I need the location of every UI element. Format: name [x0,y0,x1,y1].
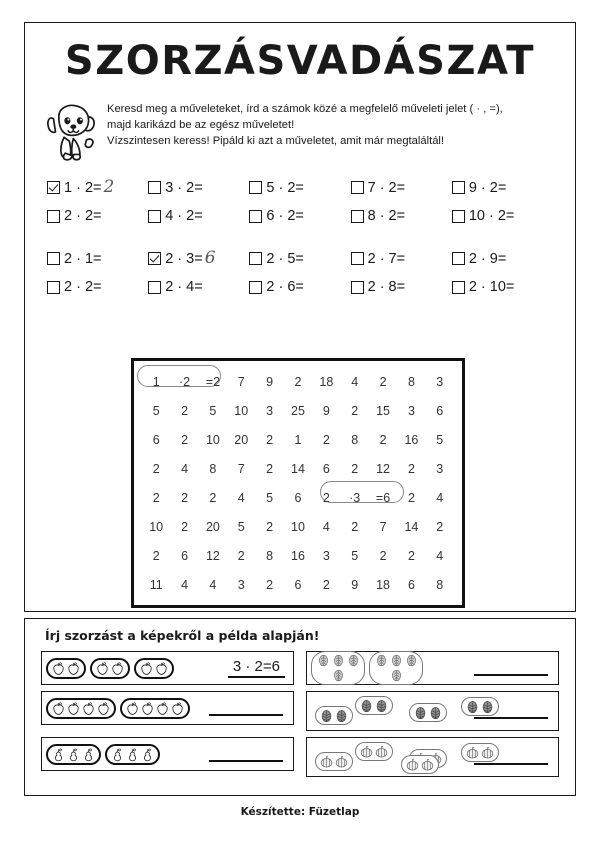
grid-cell[interactable]: 4 [436,490,444,505]
checkbox-icon[interactable] [249,252,262,265]
checkbox-icon[interactable] [351,210,364,223]
grid-cell[interactable]: 3 [436,461,444,476]
grid-row [142,425,454,454]
task-item[interactable] [351,279,452,295]
task-item-label: 2 · 5= [266,250,304,267]
apple-icon [81,701,96,716]
grid-cell[interactable]: 11 [149,577,163,592]
picture-exercise-item[interactable] [41,737,294,771]
leaf-icon [331,653,346,668]
object-group [46,658,86,679]
grid-cell[interactable]: 1 [294,432,302,447]
grid-cell[interactable]: 2 [266,461,274,476]
instructions-text [105,97,561,150]
task-item[interactable] [249,250,350,267]
checkbox-icon[interactable] [452,281,465,294]
task-item[interactable] [148,279,249,295]
grid-cell[interactable]: 8 [266,548,274,563]
answer-blank-line[interactable] [474,661,548,676]
grid-row [142,570,454,599]
apple-icon [155,701,170,716]
grid-row [142,367,454,396]
task-item-label: 8 · 2= [367,208,406,224]
object-group [46,698,116,719]
picture-exercise-item[interactable] [306,737,559,777]
picture-exercise-title: Írj szorzást a képekről a példa alapján! [45,628,320,643]
grid-cell[interactable]: 2 [322,432,330,447]
grid-cell[interactable]: 6 [294,490,302,505]
task-item[interactable] [47,208,148,224]
grid-cell[interactable]: 2 [237,548,245,563]
pinecone-icon [465,699,480,714]
grid-cell[interactable]: 8 [436,577,444,592]
task-item[interactable] [351,179,452,196]
object-group [90,658,130,679]
task-item-label: 10 · 2= [468,208,515,224]
grid-cell[interactable]: 10 [234,403,249,418]
checkbox-checked-icon[interactable] [47,181,60,194]
grid-cell[interactable]: 2 [181,403,189,418]
grid-cell[interactable]: 7 [237,461,245,476]
grid-cell[interactable]: 16 [404,432,419,447]
grid-cell[interactable]: 5 [209,403,217,418]
task-item[interactable] [249,208,350,224]
task-item-label: 7 · 2= [367,179,406,196]
checkbox-checked-icon[interactable] [148,252,161,265]
grid-cell[interactable]: 8 [209,461,217,476]
grid-cell[interactable]: 2 [266,519,274,534]
grid-cell[interactable]: 5 [351,548,359,563]
footer-credit: Készítette: Füzetlap [240,806,360,818]
apple-icon [154,661,169,676]
task-item-label: 9 · 2= [468,179,507,196]
grid-cell[interactable]: 2 [351,461,359,476]
grid-cell[interactable]: 3 [237,577,245,592]
picture-exercise-item[interactable] [306,691,559,731]
grid-cell[interactable]: 5 [436,432,444,447]
grid-cell[interactable]: 2 [294,374,302,389]
grid-row [142,512,454,541]
grid-cell[interactable]: 14 [291,461,305,476]
checkbox-icon[interactable] [351,252,364,265]
apple-icon [51,661,66,676]
grid-cell[interactable]: 2 [407,461,415,476]
grid-cell[interactable]: 3 [436,374,444,389]
checkbox-icon[interactable] [351,281,364,294]
pinecone-icon [480,699,495,714]
grid-cell[interactable]: 18 [376,577,390,592]
picture-exercise-item[interactable] [41,691,294,725]
grid-cell[interactable]: 1 [152,374,160,389]
leaf-icon [374,653,389,668]
task-checklist-block-1 [47,179,553,224]
grid-cell[interactable]: 6 [436,403,444,418]
apple-icon [95,661,110,676]
apple-icon [140,701,155,716]
grid-cell[interactable]: 4 [181,461,189,476]
checkbox-icon[interactable] [148,210,161,223]
pumpkin-icon [319,754,334,769]
instructions-line-2: majd karikázd be az egész műveletet! [107,119,295,132]
checkbox-icon[interactable] [47,210,60,223]
pumpkin-icon [405,757,420,772]
example-answer: 3 · 2=6 [228,658,285,678]
task-row [47,250,553,267]
grid-cell[interactable]: 6 [322,461,330,476]
pear-icon [110,747,125,762]
object-group [409,703,447,722]
task-item-label: 4 · 2= [165,208,203,224]
object-group [461,697,499,716]
checkbox-icon[interactable] [249,181,262,194]
pumpkin-icon [359,744,374,759]
grid-cell[interactable]: 9 [351,577,359,592]
grid-cell[interactable]: 2 [351,519,359,534]
grid-cell[interactable]: 2 [181,490,189,505]
task-item[interactable] [47,279,148,295]
object-group [46,744,101,765]
task-item-label: 2 · 1= [64,250,102,267]
grid-cell[interactable]: 12 [205,548,220,563]
grid-cell[interactable]: 2 [152,548,160,563]
grid-cell[interactable]: =2 [205,374,221,389]
pumpkin-icon [420,757,435,772]
page-title: SZORZÁSVADÁSZAT [64,38,536,84]
instructions-line-3: Vízszintesen keress! Pipáld ki azt a műveletet, amit már megtaláltál! [107,135,445,148]
grid-cell[interactable]: 4 [322,519,330,534]
task-item[interactable] [452,179,553,196]
grid-cell[interactable]: 2 [379,432,387,447]
pinecone-icon [374,698,389,713]
instructions-line-1: Keresd meg a műveleteket, írd a számok közé a megfelelő műveleti jelet ( · , =), [107,103,503,115]
checkbox-icon[interactable] [47,252,60,265]
instructions-block [39,97,561,165]
checkbox-icon[interactable] [351,181,364,194]
task-item[interactable] [148,250,249,267]
grid-cell[interactable]: 2 [407,548,415,563]
grid-cell[interactable]: 4 [181,577,189,592]
grid-cell[interactable]: 2 [322,577,330,592]
pinecone-icon [334,708,349,723]
task-item-label: 2 · 8= [367,279,406,295]
task-row [47,279,553,295]
grid-cell[interactable]: 3 [407,403,415,418]
object-group [105,744,160,765]
leaf-icon [404,653,419,668]
task-item[interactable] [351,250,452,267]
task-item[interactable] [47,179,148,196]
task-item-label: 2 · 2= [64,208,102,224]
grid-cell[interactable]: 9 [266,374,274,389]
picture-exercise-grid [41,651,559,777]
grid-cell[interactable]: 6 [181,548,189,563]
answer-blank-line[interactable] [209,701,283,716]
task-checklist-block-2 [47,250,553,295]
apple-icon [51,701,66,716]
grid-cell[interactable]: 4 [351,374,359,389]
task-item[interactable] [249,179,350,196]
grid-cell[interactable]: 2 [209,490,217,505]
task-item-label: 2 · 3= [165,250,203,267]
object-group [401,755,439,774]
task-item[interactable] [452,279,553,295]
grid-cell[interactable]: 3 [322,548,330,563]
grid-cell[interactable]: 2 [266,432,274,447]
task-item[interactable] [148,208,249,224]
checkbox-icon[interactable] [47,281,60,294]
task-item[interactable] [249,279,350,295]
grid-cell[interactable]: 10 [205,432,220,447]
grid-cell[interactable]: 2 [436,519,444,534]
task-item[interactable] [148,179,249,196]
grid-cell[interactable]: 3 [266,403,274,418]
grid-row [142,483,454,512]
grid-cell[interactable]: 20 [205,519,220,534]
grid-cell[interactable]: 7 [379,519,387,534]
object-group [355,696,393,715]
object-group [311,651,365,685]
task-item-label: 2 · 2= [64,279,102,295]
grid-cell[interactable]: 14 [404,519,419,534]
grid-cell[interactable]: 2 [407,490,415,505]
grid-cell[interactable]: 20 [234,432,249,447]
grid-cell[interactable]: 2 [322,490,330,505]
grid-cell[interactable]: 4 [436,548,444,563]
checkbox-icon[interactable] [452,252,465,265]
grid-row [142,541,454,570]
grid-cell[interactable]: 10 [291,519,305,534]
grid-cell[interactable]: 6 [152,432,160,447]
grid-cell[interactable]: 8 [407,374,415,389]
grid-cell[interactable]: 16 [291,548,305,563]
grid-cell[interactable]: ·3 [349,490,361,505]
checkbox-icon[interactable] [452,181,465,194]
task-row [47,208,553,224]
checkbox-icon[interactable] [249,281,262,294]
object-group [461,743,499,762]
checkbox-icon[interactable] [148,281,161,294]
grid-row [142,396,454,425]
leaf-icon [346,653,361,668]
grid-cell[interactable]: 5 [237,519,245,534]
grid-cell[interactable]: 2 [181,519,189,534]
grid-cell[interactable]: 12 [376,461,390,476]
apple-icon [125,701,140,716]
apple-icon [96,701,111,716]
apple-icon [66,661,81,676]
object-group [355,742,393,761]
task-item-label: 1 · 2= [64,179,102,196]
object-group [315,752,353,771]
pear-icon [51,747,66,762]
grid-cell[interactable]: 25 [291,403,305,418]
object-group [134,658,174,679]
grid-cell[interactable]: 2 [266,577,274,592]
leaf-icon [316,653,331,668]
apple-icon [66,701,81,716]
dog-mascot-icon [39,99,105,165]
pumpkin-icon [465,745,480,760]
grid-cell[interactable]: 10 [149,519,164,534]
grid-cell[interactable]: 2 [152,490,160,505]
grid-cell[interactable]: 5 [152,403,160,418]
grid-cell[interactable]: 2 [181,432,189,447]
task-item[interactable] [452,250,553,267]
answer-blank-line[interactable] [209,747,283,762]
pear-icon [66,747,81,762]
leaf-icon [389,653,404,668]
apple-icon [170,701,185,716]
grid-cell[interactable]: 2 [152,461,160,476]
object-group [369,651,423,685]
task-item[interactable] [351,208,452,224]
grid-cell[interactable]: 6 [407,577,415,592]
pumpkin-icon [374,744,389,759]
grid-cell[interactable]: 4 [237,490,245,505]
pear-icon [81,747,96,762]
grid-cell[interactable]: 4 [209,577,217,592]
checkbox-icon[interactable] [452,210,465,223]
grid-cell[interactable]: 8 [351,432,359,447]
task-item-label: 2 · 4= [165,279,203,295]
grid-cell[interactable]: 2 [379,548,387,563]
pumpkin-icon [334,754,349,769]
picture-exercise-item[interactable] [41,651,294,685]
apple-icon [139,661,154,676]
grid-row [142,454,454,483]
grid-cell[interactable]: 2 [351,403,359,418]
task-item[interactable] [47,250,148,267]
pumpkin-icon [480,745,495,760]
checkbox-icon[interactable] [148,181,161,194]
picture-exercise-item[interactable] [306,651,559,685]
pinecone-icon [319,708,334,723]
checkbox-icon[interactable] [249,210,262,223]
grid-cell[interactable]: ·2 [178,374,191,389]
pinecone-icon [413,705,428,720]
number-search-grid [131,358,465,608]
task-item-label: 2 · 10= [468,279,515,295]
grid-cell[interactable]: 2 [379,374,387,389]
leaf-icon [331,668,346,683]
grid-cell[interactable]: 6 [294,577,302,592]
grid-cell[interactable]: 5 [266,490,274,505]
grid-cell[interactable]: 15 [376,403,390,418]
grid-cell[interactable]: 7 [237,374,245,389]
task-item-label: 6 · 2= [266,208,304,224]
pear-icon [125,747,140,762]
task-item[interactable] [452,208,553,224]
task-item-label: 2 · 7= [367,250,406,267]
apple-icon [110,661,125,676]
task-item-label: 5 · 2= [266,179,304,196]
grid-cell[interactable]: 9 [322,403,330,418]
worksheet-bottom-panel [24,618,576,796]
handwritten-answer: 2 [103,177,115,197]
task-item-label: 2 · 6= [266,279,304,295]
pear-icon [140,747,155,762]
handwritten-answer: 6 [204,248,216,268]
task-item-label: 2 · 9= [468,250,507,267]
grid-cell[interactable]: 18 [319,374,334,389]
object-group [120,698,190,719]
task-item-label: 3 · 2= [165,179,203,196]
leaf-icon [389,668,404,683]
pinecone-icon [359,698,374,713]
object-group [315,706,353,725]
pinecone-icon [428,705,443,720]
task-row [47,179,553,196]
grid-cell[interactable]: =6 [375,490,391,505]
